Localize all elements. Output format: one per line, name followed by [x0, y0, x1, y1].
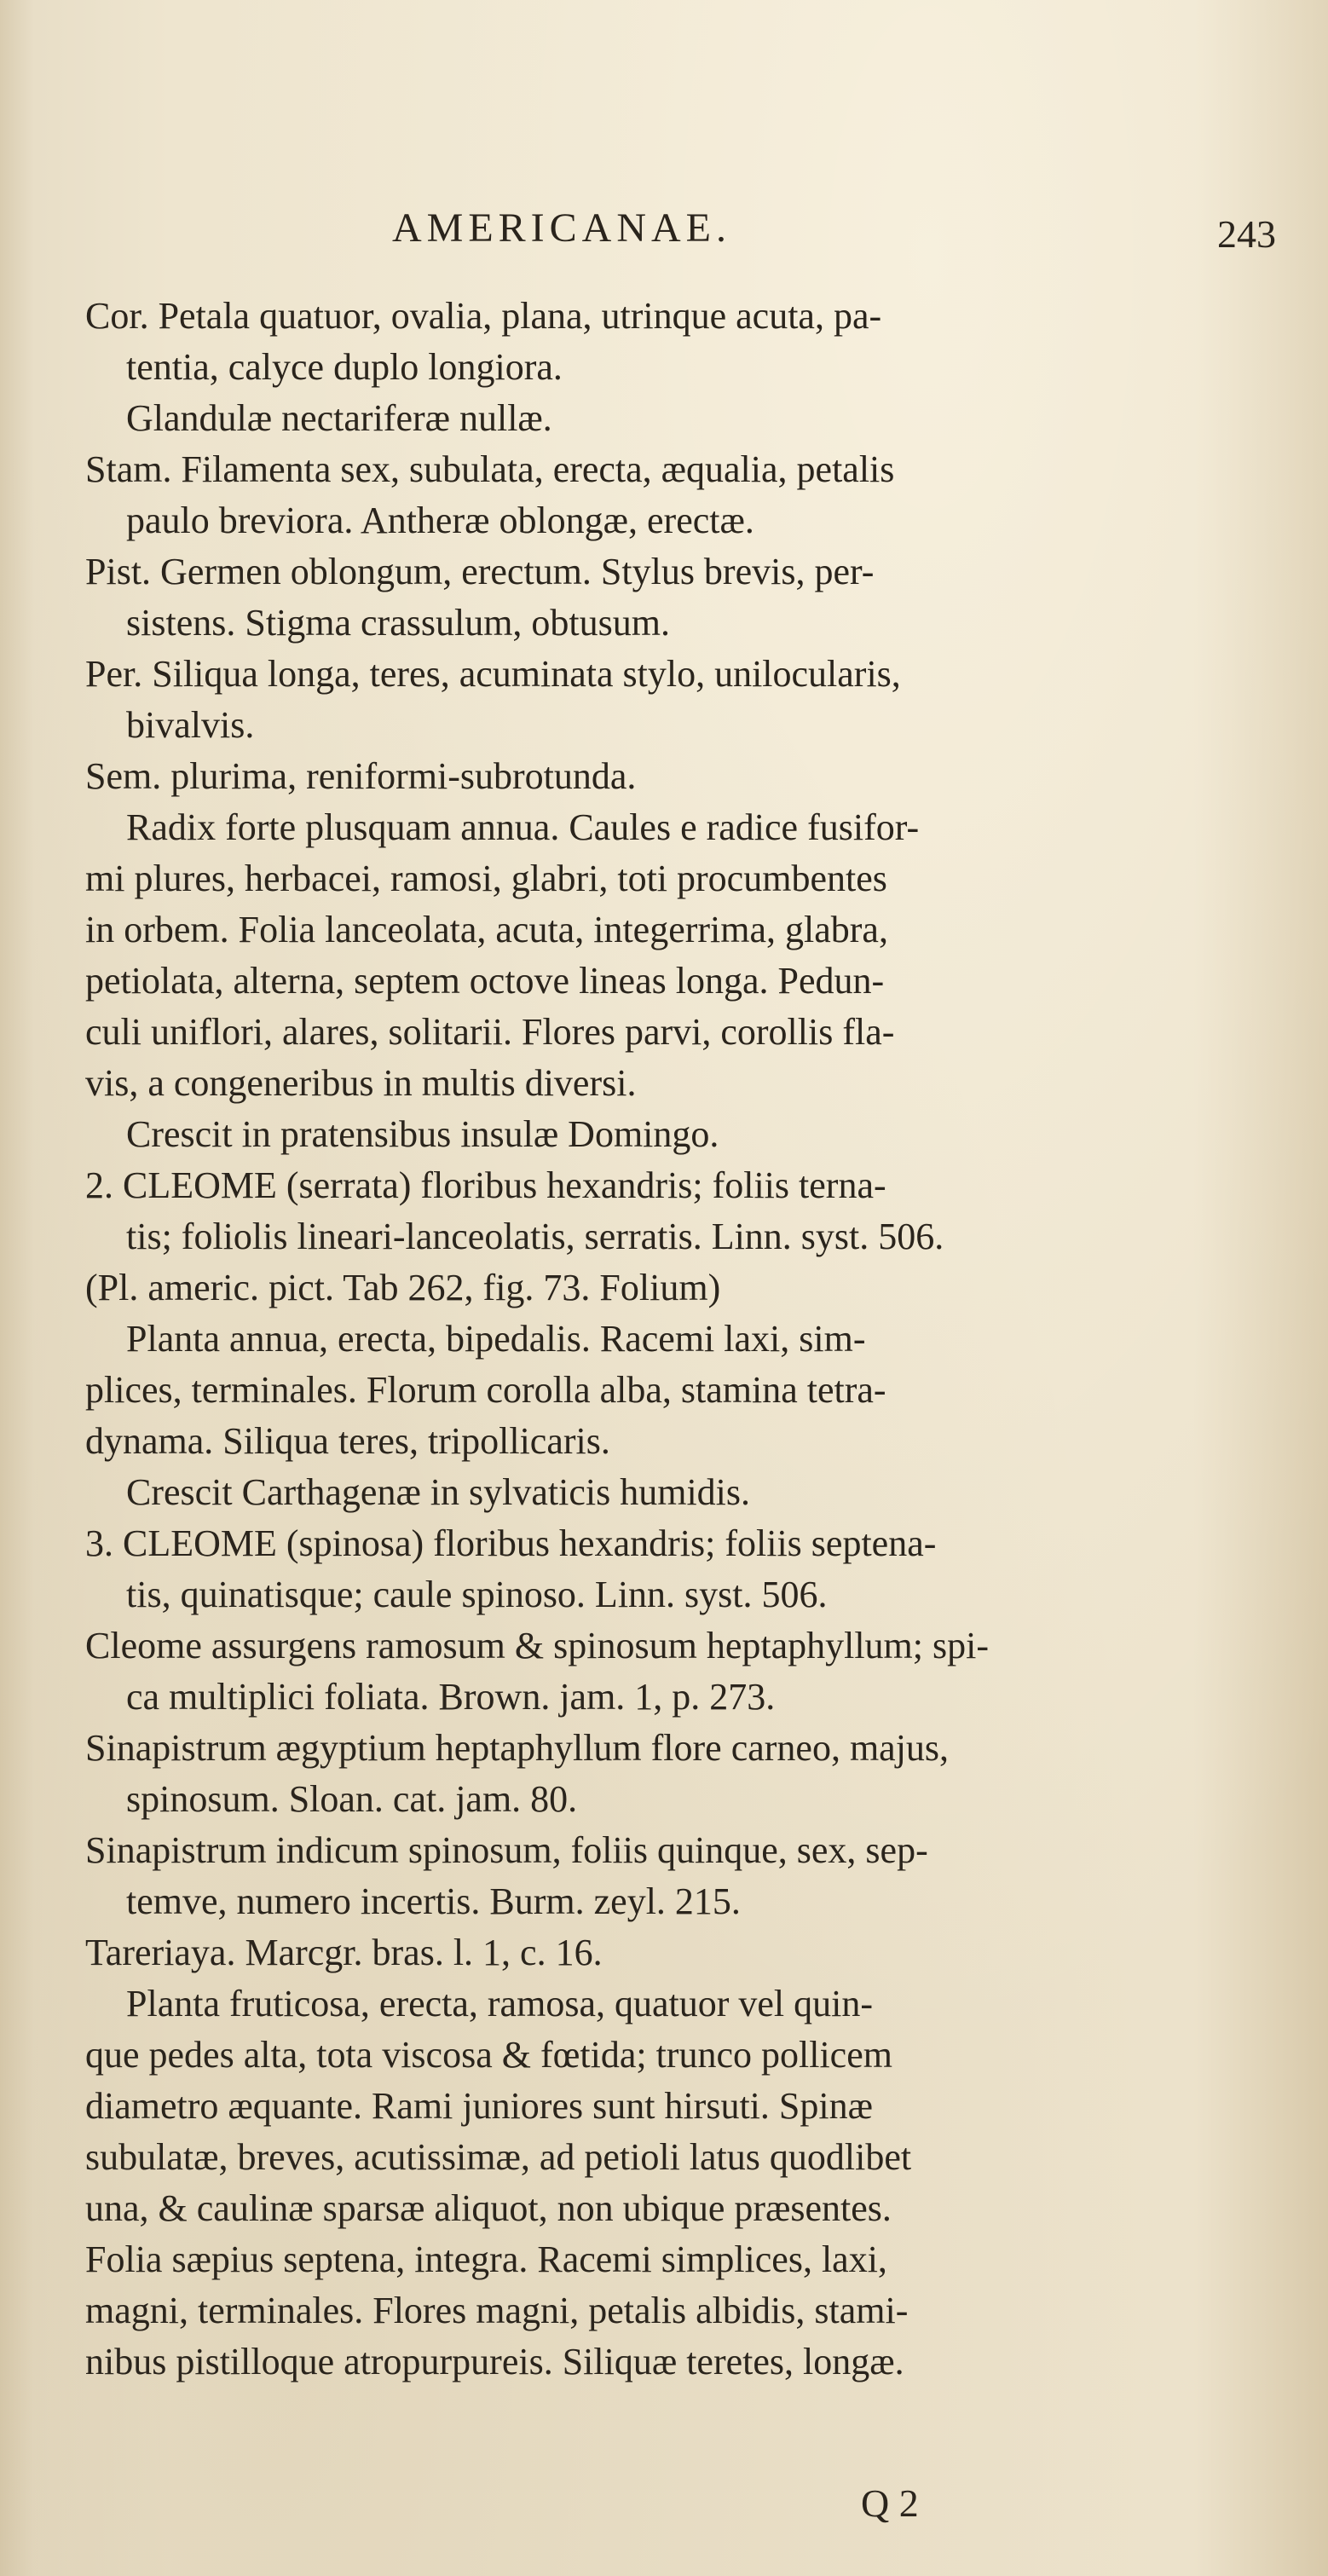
text-line: Planta annua, erecta, bipedalis. Racemi laxi, sim- — [126, 1318, 866, 1360]
text-line: dynama. Siliqua teres, tripollicaris. — [85, 1420, 610, 1462]
text-line: subulatæ, breves, acutissimæ, ad petioli latus quodlibet — [85, 2136, 912, 2178]
text-line: una, & caulinæ sparsæ aliquot, non ubique præsentes. — [85, 2187, 892, 2229]
text-line: 3. CLEOME (spinosa) floribus hexandris; foliis septena- — [85, 1522, 937, 1564]
text-line: Cleome assurgens ramosum & spinosum heptaphyllum; spi- — [85, 1625, 989, 1666]
text-line: paulo breviora. Antheræ oblongæ, erectæ. — [126, 500, 754, 541]
text-line: 2. CLEOME (serrata) floribus hexandris; foliis terna- — [85, 1164, 886, 1206]
text-line: Crescit in pratensibus insulæ Domingo. — [126, 1113, 719, 1155]
running-title: AMERICANAE. — [392, 205, 731, 251]
text-line: mi plures, herbacei, ramosi, glabri, toti procumbentes — [85, 858, 887, 899]
body-text — [0, 290, 1328, 2455]
signature-mark: Q 2 — [861, 2481, 919, 2525]
text-line: culi uniflori, alares, solitarii. Flores parvi, corollis fla- — [85, 1011, 895, 1053]
text-line: tis; foliolis lineari-lanceolatis, serratis. Linn. syst. 506. — [126, 1216, 944, 1257]
text-line: petiolata, alterna, septem octove lineas longa. Pedun- — [85, 960, 885, 1002]
text-line: ca multiplici foliata. Brown. jam. 1, p. 273. — [126, 1676, 776, 1718]
text-line: diametro æquante. Rami juniores sunt hirsuti. Spinæ — [85, 2085, 873, 2127]
text-line: Tareriaya. Marcgr. bras. l. 1, c. 16. — [85, 1932, 603, 1973]
text-line: nibus pistilloque atropurpureis. Siliquæ teretes, longæ. — [85, 2341, 904, 2383]
text-line: (Pl. americ. pict. Tab 262, fig. 73. Folium) — [85, 1267, 721, 1308]
text-line: vis, a congeneribus in multis diversi. — [85, 1062, 637, 1104]
text-line: tis, quinatisque; caule spinoso. Linn. syst. 506. — [126, 1574, 828, 1615]
text-line: tentia, calyce duplo longiora. — [126, 346, 563, 388]
text-line: Stam. Filamenta sex, subulata, erecta, æqualia, petalis — [85, 448, 895, 490]
text-line: Pist. Germen oblongum, erectum. Stylus brevis, per- — [85, 551, 875, 592]
text-line: magni, terminales. Flores magni, petalis albidis, stami- — [85, 2290, 909, 2331]
text-line: Sinapistrum ægyptium heptaphyllum flore carneo, majus, — [85, 1727, 950, 1769]
text-line: sistens. Stigma crassulum, obtusum. — [126, 602, 670, 644]
text-line: Planta fruticosa, erecta, ramosa, quatuor vel quin- — [126, 1983, 874, 2024]
text-line: que pedes alta, tota viscosa & fœtida; trunco pollicem — [85, 2034, 892, 2076]
text-line: Sem. plurima, reniformi-subrotunda. — [85, 755, 637, 797]
page-number: 243 — [1217, 212, 1276, 256]
text-line: in orbem. Folia lanceolata, acuta, integerrima, glabra, — [85, 909, 888, 950]
text-line: Crescit Carthagenæ in sylvaticis humidis. — [126, 1471, 751, 1513]
text-line: Folia sæpius septena, integra. Racemi simplices, laxi, — [85, 2238, 887, 2280]
text-line: Per. Siliqua longa, teres, acuminata stylo, unilocularis, — [85, 653, 901, 695]
page-header — [0, 205, 1328, 256]
text-line: Cor. Petala quatuor, ovalia, plana, utrinque acuta, pa- — [85, 295, 882, 337]
text-line: Glandulæ nectariferæ nullæ. — [126, 397, 552, 439]
text-line: plices, terminales. Florum corolla alba, stamina tetra- — [85, 1369, 886, 1411]
text-line: temve, numero incertis. Burm. zeyl. 215. — [126, 1880, 741, 1922]
text-line: spinosum. Sloan. cat. jam. 80. — [126, 1778, 578, 1820]
text-line: Radix forte plusquam annua. Caules e radice fusifor- — [126, 806, 920, 848]
text-line: bivalvis. — [126, 704, 255, 746]
text-line: Sinapistrum indicum spinosum, foliis quinque, sex, sep- — [85, 1829, 928, 1871]
